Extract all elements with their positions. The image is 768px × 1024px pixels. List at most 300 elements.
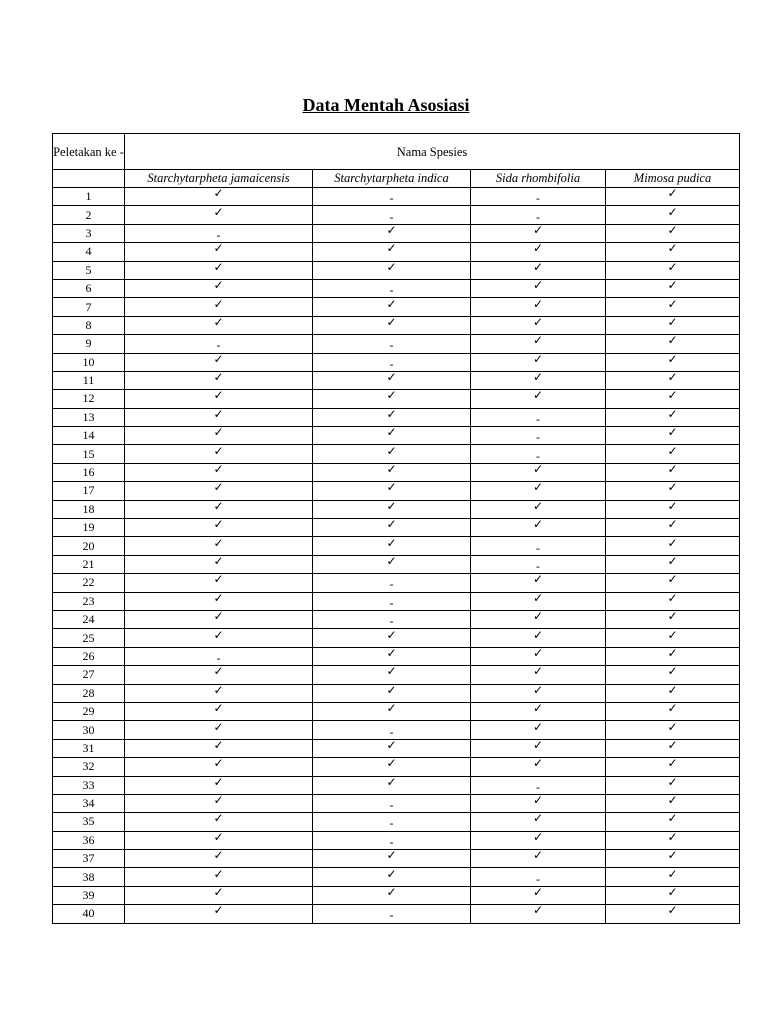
row-number-cell: 8 (53, 316, 125, 334)
check-mark-icon: ✓ (667, 682, 678, 697)
check-mark-icon: ✓ (213, 572, 224, 587)
presence-cell (125, 298, 313, 316)
presence-cell (606, 574, 740, 592)
row-number-cell: 39 (53, 886, 125, 904)
check-mark-icon: ✓ (386, 701, 397, 716)
presence-cell (606, 427, 740, 445)
presence-cell (471, 721, 606, 739)
table-row (53, 592, 740, 610)
presence-cell (606, 555, 740, 573)
presence-cell (313, 261, 471, 279)
table-row (53, 555, 740, 573)
check-mark-icon: ✓ (667, 535, 678, 550)
check-mark-icon: ✓ (213, 903, 224, 918)
presence-cell (471, 500, 606, 518)
presence-cell (471, 886, 606, 904)
presence-cell (606, 610, 740, 628)
check-mark-icon: ✓ (532, 701, 544, 716)
check-mark-icon: ✓ (386, 388, 397, 403)
check-mark-icon: ✓ (213, 370, 224, 385)
check-mark-icon: ✓ (213, 535, 224, 550)
row-number-cell: 28 (53, 684, 125, 702)
presence-cell (606, 684, 740, 702)
dash-mark: - (216, 338, 221, 353)
check-mark-icon: ✓ (213, 314, 224, 329)
check-mark-icon: ✓ (667, 903, 678, 918)
dash-mark: - (389, 283, 394, 298)
check-mark-icon: ✓ (386, 848, 397, 863)
check-mark-icon: ✓ (386, 682, 397, 697)
row-number-cell: 35 (53, 813, 125, 831)
table-row (53, 850, 740, 868)
table-row (53, 445, 740, 463)
presence-cell (471, 298, 606, 316)
check-mark-icon: ✓ (532, 498, 544, 513)
row-number-cell: 22 (53, 574, 125, 592)
presence-cell (313, 500, 471, 518)
presence-cell (313, 813, 471, 831)
presence-cell (125, 868, 313, 886)
presence-cell (125, 482, 313, 500)
table-row (53, 537, 740, 555)
table-row (53, 519, 740, 537)
check-mark-icon: ✓ (532, 645, 544, 660)
presence-cell (313, 610, 471, 628)
presence-cell (606, 224, 740, 242)
presence-cell (471, 813, 606, 831)
presence-cell (606, 813, 740, 831)
check-mark-icon: ✓ (213, 719, 224, 734)
row-number-cell: 32 (53, 758, 125, 776)
check-mark-icon: ✓ (667, 480, 678, 495)
check-mark-icon: ✓ (532, 737, 544, 752)
check-mark-icon: ✓ (213, 793, 224, 808)
presence-cell (606, 758, 740, 776)
presence-cell (313, 482, 471, 500)
presence-cell (313, 702, 471, 720)
presence-cell (606, 776, 740, 794)
row-number-cell: 15 (53, 445, 125, 463)
table-row (53, 353, 740, 371)
presence-cell (606, 831, 740, 849)
presence-cell (125, 206, 313, 224)
check-mark-icon: ✓ (667, 388, 678, 403)
dash-mark: - (536, 209, 540, 224)
dash-mark: - (389, 191, 394, 206)
presence-cell (125, 500, 313, 518)
check-mark-icon: ✓ (667, 627, 678, 642)
row-number-cell: 21 (53, 555, 125, 573)
presence-cell (471, 610, 606, 628)
table-row (53, 684, 740, 702)
species-header: Sida rhombifolia (471, 170, 606, 188)
check-mark-icon: ✓ (213, 517, 224, 532)
presence-cell (313, 519, 471, 537)
presence-cell (606, 666, 740, 684)
check-mark-icon: ✓ (213, 811, 224, 826)
dash-mark: - (389, 798, 394, 813)
check-mark-icon: ✓ (667, 664, 678, 679)
presence-cell (606, 335, 740, 353)
check-mark-icon: ✓ (667, 645, 678, 660)
presence-cell (471, 647, 606, 665)
check-mark-icon: ✓ (667, 296, 678, 311)
row-label-header: Peletakan ke - (53, 134, 125, 170)
presence-cell (125, 739, 313, 757)
row-number-cell: 36 (53, 831, 125, 849)
dash-mark: - (389, 577, 394, 592)
row-number-cell: 11 (53, 371, 125, 389)
check-mark-icon: ✓ (386, 774, 397, 789)
check-mark-icon: ✓ (667, 517, 678, 532)
check-mark-icon: ✓ (667, 866, 678, 881)
table-row (53, 335, 740, 353)
check-mark-icon: ✓ (667, 793, 678, 808)
dash-mark: - (389, 724, 394, 739)
check-mark-icon: ✓ (532, 572, 544, 587)
presence-cell (313, 592, 471, 610)
row-number-cell: 10 (53, 353, 125, 371)
table-row (53, 776, 740, 794)
row-number-cell: 19 (53, 519, 125, 537)
row-number-cell: 2 (53, 206, 125, 224)
presence-cell (313, 243, 471, 261)
presence-cell (606, 261, 740, 279)
row-number-cell: 20 (53, 537, 125, 555)
presence-cell (471, 243, 606, 261)
row-number-cell: 3 (53, 224, 125, 242)
check-mark-icon: ✓ (667, 186, 678, 201)
presence-cell (125, 684, 313, 702)
row-number-cell: 25 (53, 629, 125, 647)
presence-cell (606, 647, 740, 665)
check-mark-icon: ✓ (386, 627, 397, 642)
check-mark-icon: ✓ (213, 443, 224, 458)
dash-mark: - (389, 595, 394, 610)
presence-cell (471, 574, 606, 592)
table-row (53, 574, 740, 592)
presence-cell (471, 629, 606, 647)
check-mark-icon: ✓ (213, 627, 224, 642)
presence-cell (313, 555, 471, 573)
presence-cell (125, 261, 313, 279)
check-mark-icon: ✓ (667, 885, 678, 900)
presence-cell (471, 335, 606, 353)
row-number-cell: 33 (53, 776, 125, 794)
check-mark-icon: ✓ (386, 517, 397, 532)
presence-cell (125, 831, 313, 849)
presence-cell (125, 813, 313, 831)
check-mark-icon: ✓ (386, 885, 397, 900)
presence-cell (125, 408, 313, 426)
presence-cell (606, 592, 740, 610)
check-mark-icon: ✓ (532, 351, 544, 366)
presence-cell (606, 537, 740, 555)
presence-cell (313, 647, 471, 665)
check-mark-icon: ✓ (532, 480, 544, 495)
table-row (53, 702, 740, 720)
table-row (53, 500, 740, 518)
check-mark-icon: ✓ (386, 645, 397, 660)
presence-cell (471, 537, 606, 555)
check-mark-icon: ✓ (213, 278, 224, 293)
check-mark-icon: ✓ (213, 351, 224, 366)
presence-cell (313, 850, 471, 868)
check-mark-icon: ✓ (667, 737, 678, 752)
presence-cell (606, 243, 740, 261)
check-mark-icon: ✓ (213, 406, 224, 421)
presence-cell (471, 702, 606, 720)
row-number-cell: 40 (53, 905, 125, 923)
check-mark-icon: ✓ (667, 719, 678, 734)
row-number-cell: 7 (53, 298, 125, 316)
check-mark-icon: ✓ (532, 278, 544, 293)
presence-cell (471, 776, 606, 794)
presence-cell (125, 702, 313, 720)
check-mark-icon: ✓ (213, 480, 224, 495)
check-mark-icon: ✓ (213, 498, 224, 513)
presence-cell (125, 445, 313, 463)
check-mark-icon: ✓ (213, 554, 224, 568)
check-mark-icon: ✓ (532, 903, 544, 918)
presence-cell (125, 592, 313, 610)
presence-cell (125, 188, 313, 206)
check-mark-icon: ✓ (213, 829, 224, 844)
check-mark-icon: ✓ (667, 222, 678, 237)
check-mark-icon: ✓ (532, 719, 544, 734)
check-mark-icon: ✓ (532, 314, 544, 329)
presence-cell (471, 427, 606, 445)
row-number-cell: 37 (53, 850, 125, 868)
check-mark-icon: ✓ (667, 609, 678, 624)
table-row (53, 427, 740, 445)
check-mark-icon: ✓ (386, 370, 397, 385)
presence-cell (125, 886, 313, 904)
check-mark-icon: ✓ (532, 462, 544, 477)
dash-mark: - (389, 816, 394, 831)
row-number-cell: 23 (53, 592, 125, 610)
presence-cell (471, 188, 606, 206)
table-row (53, 813, 740, 831)
presence-cell (606, 279, 740, 297)
presence-cell (313, 721, 471, 739)
dash-mark: - (216, 650, 221, 665)
presence-cell (471, 463, 606, 481)
presence-cell (606, 188, 740, 206)
row-number-cell: 24 (53, 610, 125, 628)
presence-cell (606, 850, 740, 868)
row-number-cell: 4 (53, 243, 125, 261)
check-mark-icon: ✓ (386, 443, 397, 458)
presence-cell (471, 905, 606, 923)
presence-cell (313, 574, 471, 592)
dash-mark: - (536, 430, 540, 445)
check-mark-icon: ✓ (532, 829, 544, 844)
presence-cell (471, 206, 606, 224)
check-mark-icon: ✓ (386, 535, 397, 550)
presence-cell (125, 574, 313, 592)
header-row-primary (53, 134, 740, 170)
presence-cell (313, 224, 471, 242)
check-mark-icon: ✓ (213, 241, 224, 256)
check-mark-icon: ✓ (532, 222, 544, 237)
presence-cell (606, 519, 740, 537)
table-row (53, 243, 740, 261)
row-number-cell: 34 (53, 794, 125, 812)
check-mark-icon: ✓ (667, 590, 678, 605)
row-number-cell: 16 (53, 463, 125, 481)
check-mark-icon: ✓ (386, 296, 397, 311)
check-mark-icon: ✓ (532, 811, 544, 826)
presence-cell (606, 206, 740, 224)
presence-cell (606, 390, 740, 408)
presence-cell (471, 408, 606, 426)
presence-cell (313, 353, 471, 371)
row-number-cell: 14 (53, 427, 125, 445)
presence-cell (125, 427, 313, 445)
presence-cell (606, 500, 740, 518)
presence-cell (471, 684, 606, 702)
check-mark-icon: ✓ (386, 554, 397, 568)
row-label-header-blank (53, 170, 125, 188)
table-row (53, 463, 740, 481)
check-mark-icon: ✓ (667, 756, 678, 771)
table-row (53, 482, 740, 500)
check-mark-icon: ✓ (667, 848, 678, 863)
table-row (53, 316, 740, 334)
presence-cell (606, 408, 740, 426)
check-mark-icon: ✓ (213, 609, 224, 624)
check-mark-icon: ✓ (386, 406, 397, 421)
presence-cell (471, 353, 606, 371)
dash-mark: - (389, 614, 394, 629)
presence-cell (471, 555, 606, 573)
presence-cell (313, 684, 471, 702)
check-mark-icon: ✓ (667, 554, 678, 568)
row-number-cell: 30 (53, 721, 125, 739)
presence-cell (471, 666, 606, 684)
presence-cell (313, 831, 471, 849)
presence-cell (313, 776, 471, 794)
check-mark-icon: ✓ (213, 682, 224, 697)
dash-mark: - (536, 540, 540, 555)
document-title: Data Mentah Asosiasi (302, 95, 470, 115)
row-number-cell: 13 (53, 408, 125, 426)
check-mark-icon: ✓ (667, 278, 678, 293)
row-number-cell: 12 (53, 390, 125, 408)
table-row (53, 279, 740, 297)
check-mark-icon: ✓ (213, 774, 224, 789)
presence-cell (606, 445, 740, 463)
check-mark-icon: ✓ (667, 443, 678, 458)
check-mark-icon: ✓ (532, 885, 544, 900)
check-mark-icon: ✓ (532, 259, 544, 274)
presence-cell (125, 316, 313, 334)
species-header: Mimosa pudica (606, 170, 740, 188)
check-mark-icon: ✓ (667, 425, 678, 440)
species-header: Starchytarpheta indica (313, 170, 471, 188)
association-data-table (52, 133, 740, 924)
presence-cell (125, 353, 313, 371)
check-mark-icon: ✓ (667, 498, 678, 513)
presence-cell (606, 905, 740, 923)
presence-cell (313, 316, 471, 334)
presence-cell (125, 519, 313, 537)
check-mark-icon: ✓ (386, 756, 397, 771)
presence-cell (125, 610, 313, 628)
species-group-header: Nama Spesies (125, 134, 740, 170)
check-mark-icon: ✓ (213, 462, 224, 477)
presence-cell (313, 905, 471, 923)
table-body (53, 188, 740, 924)
row-number-cell: 5 (53, 261, 125, 279)
presence-cell (606, 316, 740, 334)
check-mark-icon: ✓ (532, 296, 544, 311)
table-row (53, 390, 740, 408)
row-number-cell: 31 (53, 739, 125, 757)
dash-mark: - (536, 191, 540, 206)
table-row (53, 647, 740, 665)
header-row-species (53, 170, 740, 188)
check-mark-icon: ✓ (213, 259, 224, 274)
check-mark-icon: ✓ (667, 462, 678, 477)
check-mark-icon: ✓ (213, 866, 224, 881)
check-mark-icon: ✓ (532, 517, 544, 532)
table-row (53, 886, 740, 904)
check-mark-icon: ✓ (532, 682, 544, 697)
check-mark-icon: ✓ (667, 351, 678, 366)
dash-mark: - (536, 779, 540, 794)
presence-cell (125, 647, 313, 665)
presence-cell (125, 758, 313, 776)
table-row (53, 739, 740, 757)
presence-cell (125, 279, 313, 297)
presence-cell (125, 390, 313, 408)
presence-cell (125, 666, 313, 684)
row-number-cell: 26 (53, 647, 125, 665)
presence-cell (606, 298, 740, 316)
check-mark-icon: ✓ (667, 370, 678, 385)
check-mark-icon: ✓ (532, 848, 544, 863)
presence-cell (471, 261, 606, 279)
dash-mark: - (536, 871, 540, 886)
presence-cell (125, 555, 313, 573)
check-mark-icon: ✓ (386, 480, 397, 495)
presence-cell (313, 335, 471, 353)
row-number-cell: 17 (53, 482, 125, 500)
presence-cell (125, 224, 313, 242)
check-mark-icon: ✓ (213, 848, 224, 863)
check-mark-icon: ✓ (213, 590, 224, 605)
check-mark-icon: ✓ (532, 388, 544, 403)
check-mark-icon: ✓ (386, 222, 397, 237)
presence-cell (606, 353, 740, 371)
dash-mark: - (389, 834, 394, 849)
presence-cell (125, 537, 313, 555)
presence-cell (125, 850, 313, 868)
table-row (53, 831, 740, 849)
presence-cell (471, 316, 606, 334)
dash-mark: - (389, 209, 394, 224)
check-mark-icon: ✓ (213, 701, 224, 716)
check-mark-icon: ✓ (667, 774, 678, 789)
presence-cell (313, 427, 471, 445)
check-mark-icon: ✓ (667, 701, 678, 716)
dash-mark: - (536, 448, 540, 463)
table-row (53, 610, 740, 628)
check-mark-icon: ✓ (386, 737, 397, 752)
presence-cell (313, 629, 471, 647)
